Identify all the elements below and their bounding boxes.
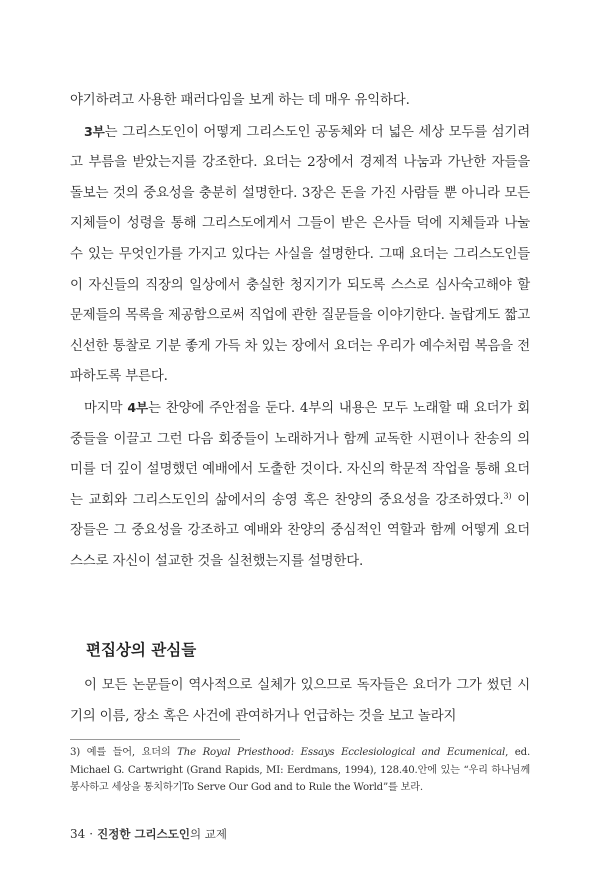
- paragraph-1: [70, 86, 530, 117]
- paragraph-part-4: [70, 393, 530, 578]
- footnote-divider: [70, 739, 240, 740]
- footer-book-title-bold: 진정한 그리스도인: [97, 827, 190, 841]
- footnote-post: , ed. Michael G. Cartwright (Grand Rapids, MI: Eerdmans, 1994), 128.40.안에 있는 “우리 하나님께 봉사하고 세상을 통치하기To Serve Our God and to Rule the World”를 보라.: [70, 747, 530, 793]
- paragraph-1-text: 야기하려고 사용한 패러다임을 보게 하는 데 매우 유익하다.: [70, 93, 410, 108]
- section-text: [70, 671, 530, 732]
- section-paragraph: 이 모든 논문들이 역사적으로 실체가 있으므로 독자들은 요더가 그가 썼던 시기의 이름, 장소 혹은 사건에 관여하거나 언급하는 것을 보고 놀라지: [70, 678, 530, 724]
- paragraph-part-3-text: 는 그리스도인이 어떻게 그리스도인 공동체와 더 넓은 세상 모두를 섬기려고 부름을 받았는지를 강조한다. 요더는 2장에서 경제적 나눔과 가난한 자들을 돌보는 것의 중요성을 충분히 설명한다. 3장은 돈을 가진 사람들 뿐 아니라 모든 지체들이 성령을 통해 그리스도에게서 그들이 받은 은사들 덕에 지체들과 나눌 수 있는 무엇인가를 가지고 있다는 사실을 설명한다. 그때 요더는 그리스도인들이 자신들의 직장의 일상에서 충실한 청지기가 되도록 스스로 심사숙고해야 할 문제들의 목록을 제공함으로써 직업에 관한 질문들을 이야기한다. 놀랍게도 짧고 신선한 통찰로 기분 좋게 가득 차 있는 장에서 요더는 우리가 예수처럼 복음을 전파하도록 부른다.: [70, 124, 530, 385]
- page-number: 34: [70, 827, 86, 841]
- part-4-label: 4부: [127, 399, 148, 415]
- footnote-book-title: The Royal Priesthood: Essays Ecclesiological and Ecumenical: [177, 747, 506, 758]
- footer-separator: ·: [89, 827, 94, 841]
- body-text: [70, 86, 530, 578]
- page-footer: [70, 826, 227, 842]
- footer-book-title-rest: 의 교제: [189, 827, 227, 841]
- paragraph-part-4-pre: 마지막: [84, 400, 128, 416]
- footnote-3: [70, 744, 530, 797]
- part-3-label: 3부: [84, 123, 105, 139]
- paragraph-part-4-tail: 이 장들은 그 중요성을 강조하고 예배와 찬양의 중심적인 역할과 함께 어떻게 요더 스스로 자신이 설교한 것을 실천했는지를 설명한다.: [70, 492, 530, 569]
- footnote-reference[interactable]: 3): [503, 491, 512, 501]
- footnote-pre: 3) 예를 들어, 요더의: [70, 747, 178, 758]
- section-heading: 편집상의 관심들: [86, 641, 197, 659]
- paragraph-part-3: [70, 117, 530, 393]
- paragraph-part-4-text: 는 찬양에 주안점을 둔다. 4부의 내용은 모두 노래할 때 요더가 회중들을 이끌고 그런 다음 회중들이 노래하거나 함께 교독한 시편이나 찬송의 의미를 더 깊이 설명했던 예배에서 도출한 것이다. 자신의 학문적 작업을 통해 요더는 교회와 그리스도인의 삶에서의 송영 혹은 찬양의 중요성을 강조하였다.: [70, 400, 530, 508]
